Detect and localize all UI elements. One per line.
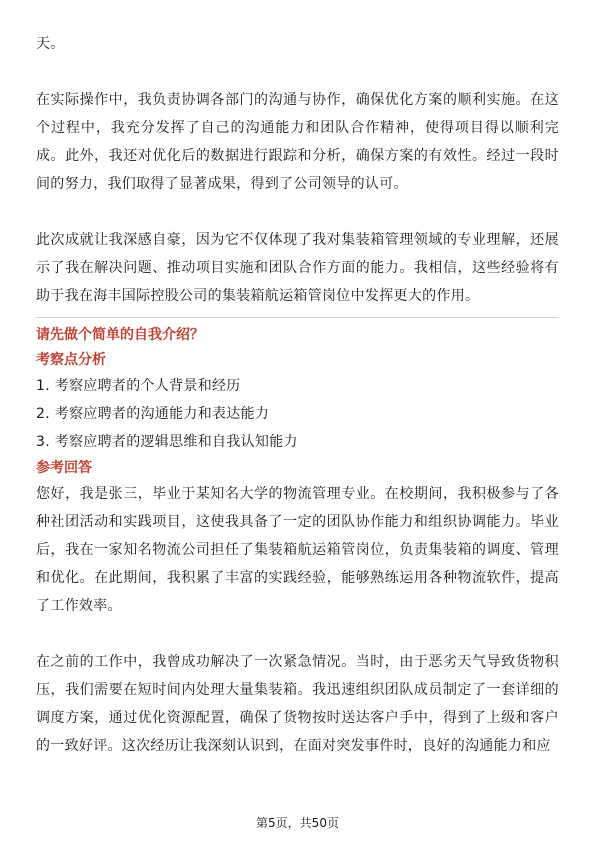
- document-page: [36, 30, 559, 760]
- paragraph-gap: [36, 198, 559, 226]
- page-number-footer: 第5页，共50页: [256, 816, 339, 830]
- analysis-point: 1. 考察应聘者的个人背景和经历: [36, 378, 241, 394]
- paragraph-coordination: 在实际操作中，我负责协调各部门的沟通与协作，确保优化方案的顺利实施。在这个过程中，我充分发挥了自己的沟通能力和团队合作精神，使得项目得以顺利完成。此外，我还对优化后的数据进行跟踪和分析，确保方案的有效性。经过一段时间的努力，我们取得了显著成果，得到了公司领导的认可。: [36, 92, 559, 192]
- analysis-point: 2. 考察应聘者的沟通能力和表达能力: [36, 406, 270, 422]
- analysis-points-list: [36, 372, 559, 456]
- paragraph-gap: [36, 58, 559, 86]
- analysis-heading: 考察点分析: [36, 352, 106, 368]
- paragraph-achievement: 此次成就让我深感自豪，因为它不仅体现了我对集装箱管理领域的专业理解，还展示了我在解决问题、推动项目实施和团队合作方面的能力。我相信，这些经验将有助于我在海丰国际控股公司的集装箱航运箱管岗位中发挥更大的作用。: [36, 232, 559, 304]
- answer-paragraph-experience: 在之前的工作中，我曾成功解决了一次紧急情况。当时，由于恶劣天气导致货物积压，我们需要在短时间内处理大量集装箱。我迅速组织团队成员制定了一套详细的调度方案，通过优化资源配置，确保了货物按时送达客户手中，得到了上级和客户的一致好评。这次经历让我深刻认识到，在面对突发事件时，良好的沟通能力和应: [36, 654, 559, 754]
- question-heading: 请先做个简单的自我介绍？: [36, 327, 204, 343]
- continuation-paragraph: 天。: [36, 36, 65, 52]
- answer-heading: 参考回答: [36, 460, 92, 476]
- section-divider: [36, 317, 559, 318]
- analysis-point: 3. 考察应聘者的逻辑思维和自我认知能力: [36, 434, 298, 450]
- paragraph-gap: [36, 620, 559, 648]
- answer-paragraph-intro: 您好，我是张三，毕业于某知名大学的物流管理专业。在校期间，我积极参与了各种社团活动和实践项目，这使我具备了一定的团队协作能力和组织协调能力。毕业后，我在一家知名物流公司担任了集装箱航运箱管岗位，负责集装箱的调度、管理和优化。在此期间，我积累了丰富的实践经验，能够熟练运用各种物流软件，提高了工作效率。: [36, 486, 559, 614]
